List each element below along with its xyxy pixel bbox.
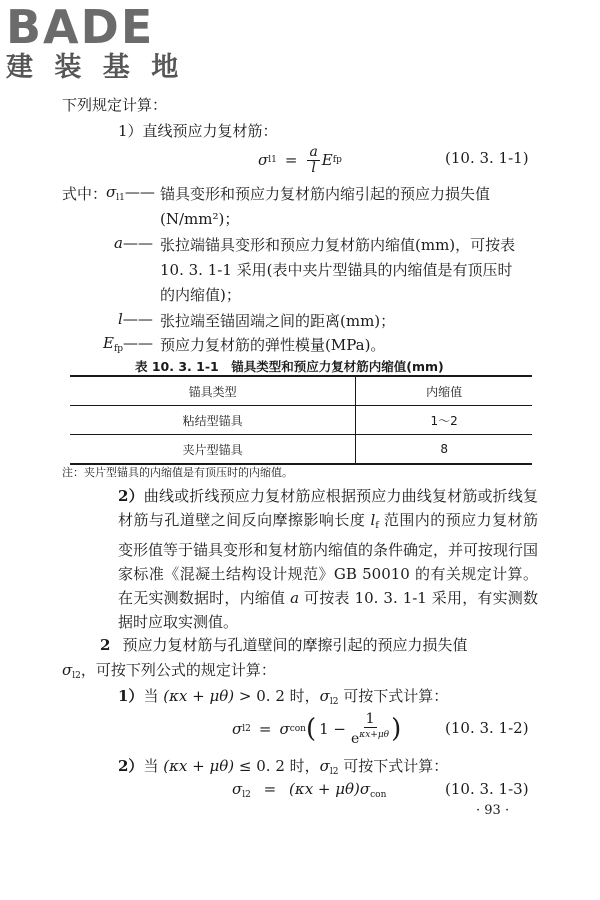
condition-2: 2）当 (κx + μθ) ≤ 0. 2 时，$\sigma_{l2}$ 可按下式计算： bbox=[118, 757, 449, 777]
formula-number: (10. 3. 1-1) bbox=[445, 149, 529, 167]
formula-10-3-1-1: σ l1 = $\frac{a}{l}$ E fp bbox=[258, 143, 342, 176]
item1-heading: 1）直线预应力复材筋： bbox=[118, 122, 278, 140]
anchor-table bbox=[70, 375, 532, 465]
table-row bbox=[70, 406, 532, 435]
table-cell: 8 bbox=[356, 435, 532, 465]
table-header-row bbox=[70, 376, 532, 406]
logo bbox=[6, 0, 206, 84]
formula-number: (10. 3. 1-2) bbox=[445, 719, 529, 737]
definition-symbol: l—— bbox=[118, 310, 153, 328]
definition-prefix: 式中： bbox=[62, 185, 108, 203]
table-note: 注：夹片型锚具的内缩值是有顶压时的内缩值。 bbox=[62, 466, 293, 479]
definition-text: 张拉端锚具变形和预应力复材筋内缩值(mm)，可按表 bbox=[160, 236, 516, 254]
table-cell: 粘结型锚具 bbox=[70, 406, 356, 435]
intro-text: 下列规定计算： bbox=[62, 96, 168, 114]
logo-subtitle: 建 装 基 地 bbox=[6, 52, 185, 83]
formula-10-3-1-2: σ l2 = σ con ( 1 − $\frac{1}{e^{\kappa x+\mu\theta}}$ ) bbox=[232, 710, 402, 747]
logo-brand: BADE bbox=[6, 0, 155, 54]
definition-symbol: $E_{fp}——$ bbox=[103, 334, 154, 354]
definition-text: 的内缩值)； bbox=[160, 286, 241, 304]
table-header-cell: 内缩值 bbox=[356, 376, 532, 406]
table-row bbox=[70, 435, 532, 465]
condition-1: 1）当 (κx + μθ) > 0. 2 时，$\sigma_{l2}$ 可按下式计算： bbox=[118, 687, 449, 707]
definition-text: 预应力复材筋的弹性模量(MPa)。 bbox=[160, 336, 386, 354]
item2-paragraph: 2）曲线或折线预应力复材筋应根据预应力曲线复材筋或折线复材筋与孔道壁之间反向摩擦影响长度 $l_f$ 范围内的预应力复材筋变形值等于锚具变形和复材筋内缩值的条件确定，并可按现行国家标准《混凝土结构设计规范》GB 50010 的有关规定计算。在无实测数据时，内缩值 a 可按表 10. 3. 1-1 采用，有实测数据时应取实测值。 bbox=[118, 487, 539, 631]
page-number: · 93 · bbox=[476, 803, 510, 818]
table-header-cell: 锚具类型 bbox=[70, 376, 356, 406]
table-cell: 夹片型锚具 bbox=[70, 435, 356, 465]
definition-text: 锚具变形和预应力复材筋内缩引起的预应力损失值 bbox=[160, 185, 491, 203]
table-caption: 表 10. 3. 1-1 锚具类型和预应力复材筋内缩值(mm) bbox=[135, 359, 444, 374]
table-cell: 1～2 bbox=[356, 406, 532, 435]
definition-text: (N/mm²)； bbox=[160, 210, 240, 228]
formula-10-3-1-3: $\sigma_{l2} = (\kappa x + \mu\theta)\sigma_{con}$ bbox=[232, 780, 387, 800]
definition-symbol: a—— bbox=[114, 234, 153, 252]
formula-number: (10. 3. 1-3) bbox=[445, 780, 529, 798]
definition-text: 张拉端至锚固端之间的距离(mm)； bbox=[160, 312, 396, 330]
definition-text: 10. 3. 1-1 采用(表中夹片型锚具的内缩值是有顶压时 bbox=[160, 261, 513, 279]
section-2-heading: 2 预应力复材筋与孔道壁间的摩擦引起的预应力损失值 bbox=[100, 636, 468, 654]
definition-symbol: $\sigma_{l1}——$ bbox=[106, 183, 155, 203]
section-2-line2: $\sigma_{l2}$，可按下列公式的规定计算： bbox=[62, 661, 276, 681]
